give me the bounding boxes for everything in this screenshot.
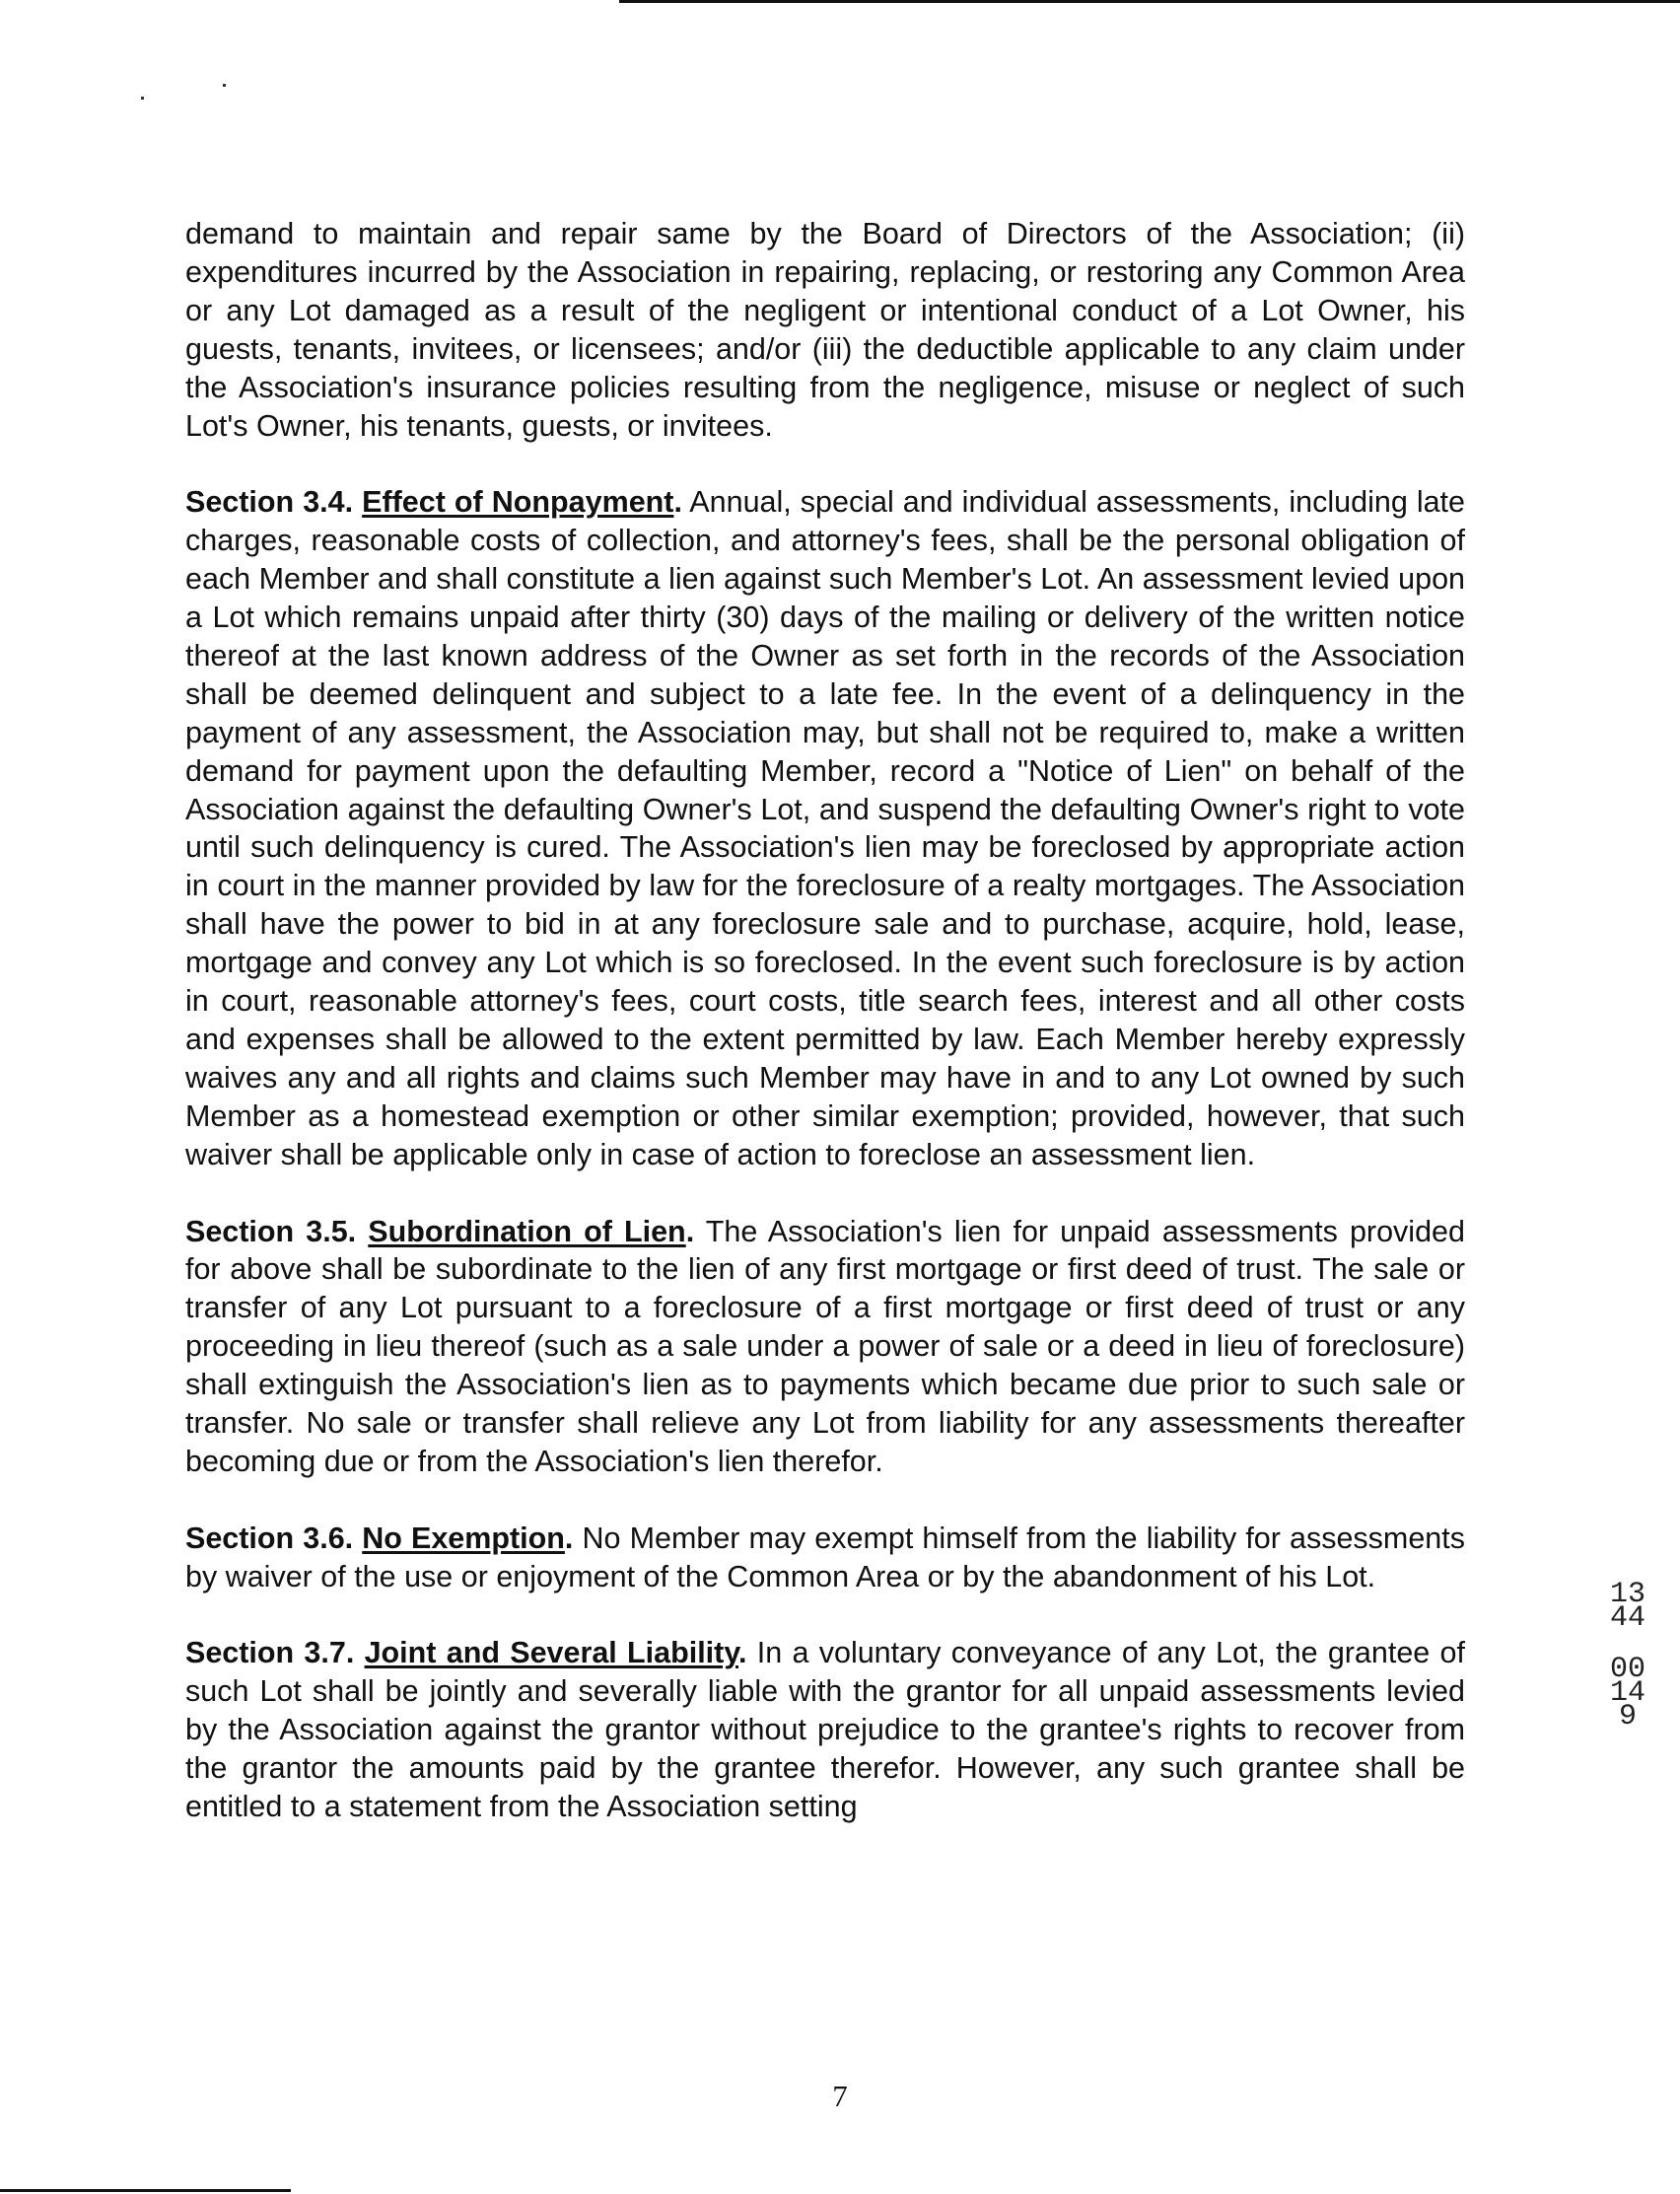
top-border-rule xyxy=(619,0,1680,3)
section-number: Section 3.6. xyxy=(185,1521,354,1555)
scan-speck xyxy=(223,84,226,87)
section-text: The Association's lien for unpaid assessments provided for above shall be subordinate to the lien of any first mortgage or first deed of trust. The sale or transfer of any Lot pursuant to a foreclosure of a first mortgage or first deed of trust or any proceeding in lieu thereof (such as a sale under a power of sale or a deed in lieu of foreclosure) shall extinguish the Association's lien as to payments which became due prior to such sale or transfer. No sale or transfer shall relieve any Lot from liability for any assessments thereafter becoming due or from the Association's lien therefor. xyxy=(185,1214,1465,1478)
recording-number-part2: 00149 xyxy=(1609,1653,1645,1734)
scan-speck xyxy=(141,97,144,100)
document-body xyxy=(185,215,1465,1826)
section-number: Section 3.5. xyxy=(185,1214,357,1248)
section-3-5: Section 3.5. Subordination of Lien. The Association's lien for unpaid assessments provided for above shall be subordinate to the lien of any first mortgage or first deed of trust. The sale or transfer of any Lot pursuant to a foreclosure of a first mortgage or first deed of trust or any proceeding in lieu thereof (such as a sale under a power of sale or a deed in lieu of foreclosure) shall extinguish the Association's lien as to payments which became due prior to such sale or transfer. No sale or transfer shall relieve any Lot from liability for any assessments thereafter becoming due or from the Association's lien therefor. xyxy=(185,1214,1465,1478)
recording-number xyxy=(1608,1578,1647,1734)
section-title: Effect of Nonpayment xyxy=(362,485,674,520)
section-text: No Member may exempt himself from the liability for assessments by waiver of the use or enjoyment of the Common Area or by the abandonment of his Lot. xyxy=(185,1521,1465,1593)
section-number: Section 3.7. xyxy=(185,1636,355,1670)
section-3-4: Section 3.4. Effect of Nonpayment. Annual, special and individual assessments, including late charges, reasonable costs of collection, and attorney's fees, shall be the personal obligation of each Member and shall constitute a lien against such Member's Lot. An assessment levied upon a Lot which remains unpaid after thirty (30) days of the mailing or delivery of the written notice thereof at the last known address of the Owner as set forth in the records of the Association shall be deemed delinquent and subject to a late fee. In the event of a delinquency in the payment of any assessment, the Association may, but shall not be required to, make a written demand for payment upon the defaulting Member, record a "Notice of Lien" on behalf of the Association against the defaulting Owner's Lot, and suspend the defaulting Owner's right to vote until such delinquency is cured. The Association's lien may be foreclosed by appropriate action in court in the manner provided by law for the foreclosure of a realty mortgages. The Association shall have the power to bid in at any foreclosure sale and to purchase, acquire, hold, lease, mortgage and convey any Lot which is so foreclosed. In the event such foreclosure is by action in court, reasonable attorney's fees, court costs, title search fees, interest and all other costs and expenses shall be allowed to the extent permitted by law. Each Member hereby expressly waives any and all rights and claims such Member may have in and to any Lot owned by such Member as a homestead exemption or other similar exemption; provided, however, that such waiver shall be applicable only in case of action to foreclose an assessment lien. xyxy=(185,485,1465,1171)
bottom-border-rule xyxy=(0,2189,291,2192)
section-title: Subordination of Lien xyxy=(368,1214,686,1248)
section-3-6: Section 3.6. No Exemption. No Member may exempt himself from the liability for assessments by waiver of the use or enjoyment of the Common Area or by the abandonment of his Lot. xyxy=(185,1521,1465,1593)
intro-text: demand to maintain and repair same by the Board of Directors of the Association; (ii) expenditures incurred by the Association in repairing, replacing, or restoring any Common Area or any Lot damaged as a result of the negligent or intentional conduct of a Lot Owner, his guests, tenants, invitees, or licensees; and/or (iii) the deductible applicable to any claim under the Association's insurance policies resulting from the negligence, misuse or neglect of such Lot's Owner, his tenants, guests, or invitees. xyxy=(185,217,1465,443)
section-title: Joint and Several Liability xyxy=(364,1636,739,1670)
section-text: In a voluntary conveyance of any Lot, the grantee of such Lot shall be jointly and severally liable with the grantor for all unpaid assessments levied by the Association against the grantor without prejudice to the grantee's rights to recover from the grantor the amounts paid by the grantee therefor. However, any such grantee shall be entitled to a statement from the Association setting xyxy=(185,1636,1465,1824)
section-text: Annual, special and individual assessments, including late charges, reasonable costs of collection, and attorney's fees, shall be the personal obligation of each Member and shall constitute a lien against such Member's Lot. An assessment levied upon a Lot which remains unpaid after thirty (30) days of the mailing or delivery of the written notice thereof at the last known address of the Owner as set forth in the records of the Association shall be deemed delinquent and subject to a late fee. In the event of a delinquency in the payment of any assessment, the Association may, but shall not be required to, make a written demand for payment upon the defaulting Member, record a "Notice of Lien" on behalf of the Association against the defaulting Owner's Lot, and suspend the defaulting Owner's right to vote until such delinquency is cured. The Association's lien may be foreclosed by appropriate action in court in the manner provided by law for the foreclosure of a realty mortgages. The Association shall have the power to bid in at any foreclosure sale and to purchase, acquire, hold, lease, mortgage and convey any Lot which is so foreclosed. In the event such foreclosure is by action in court, reasonable attorney's fees, court costs, title search fees, interest and all other costs and expenses shall be allowed to the extent permitted by law. Each Member hereby expressly waives any and all rights and claims such Member may have in and to any Lot owned by such Member as a homestead exemption or other similar exemption; provided, however, that such waiver shall be applicable only in case of action to foreclose an assessment lien. xyxy=(185,485,1465,1171)
section-3-7: Section 3.7. Joint and Several Liability. In a voluntary conveyance of any Lot, the grantee of such Lot shall be jointly and severally liable with the grantor for all unpaid assessments levied by the Association against the grantor without prejudice to the grantee's rights to recover from the grantor the amounts paid by the grantee therefor. However, any such grantee shall be entitled to a statement from the Association setting xyxy=(185,1636,1465,1824)
recording-number-part1: 1344 xyxy=(1609,1578,1645,1635)
page-number: 7 xyxy=(832,2079,848,2113)
intro-paragraph xyxy=(185,215,1465,445)
section-title: No Exemption xyxy=(362,1521,565,1555)
section-number: Section 3.4. xyxy=(185,485,354,520)
